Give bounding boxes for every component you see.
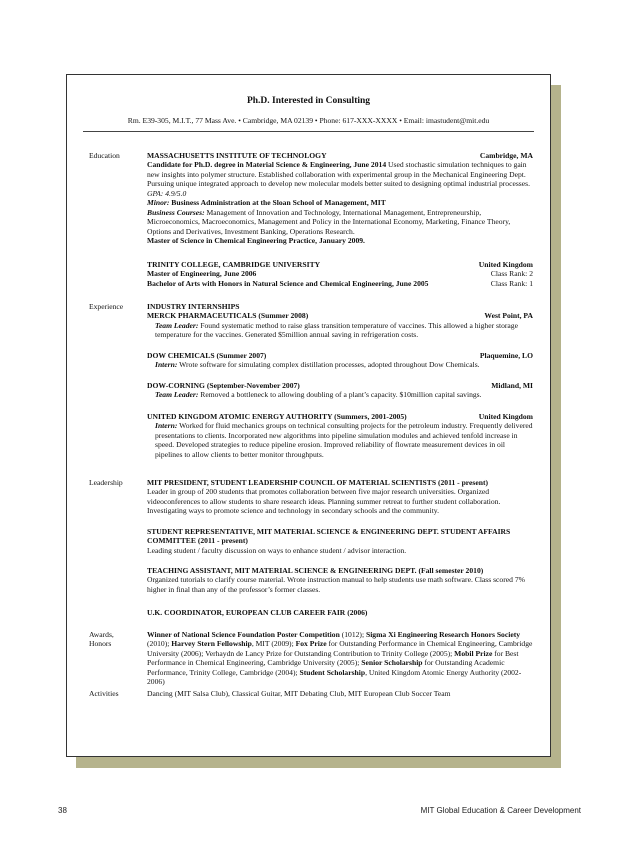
- mit-name: MASSACHUSETTS INSTITUTE OF TECHNOLOGY: [147, 151, 327, 160]
- page-number: 38: [58, 806, 67, 815]
- award-sigma-xi: Sigma Xi Engineering Research Honors Society: [365, 630, 521, 639]
- activities-block: [147, 689, 533, 698]
- merck-heading-row: [147, 311, 533, 320]
- section-label-leadership: Leadership: [89, 478, 123, 487]
- ukaea-description: Worked for fluid mechanics groups on technical consulting projects for the petroleum industry. Frequently delivered presentations to clients. Incorporated new algorithms into pipeline simulation modules and achieved tenfold increase in speed. Developed strategies to reduce pipeline erosion. Improved reliability of flowrate measurement devices in oil pipelines to allow clients to better monitor throughputs.: [155, 421, 533, 459]
- experience-ukaea: [147, 412, 533, 459]
- dc-role: Team Leader:: [155, 390, 199, 400]
- leadership-representative: [147, 527, 533, 555]
- dow-description: Wrote software for simulating complex distillation processes, adopted throughout Dow Chemicals.: [179, 360, 480, 370]
- council-title: MIT PRESIDENT, STUDENT LEADERSHIP COUNCIL OF MATERIAL SCIENTISTS (2011 - present): [147, 478, 489, 487]
- award-senior-scholarship: Senior Scholarship: [361, 658, 423, 668]
- publication-name: MIT Global Education & Career Development: [420, 806, 581, 815]
- ba-row: [147, 279, 533, 288]
- experience-dow-corning: [147, 381, 533, 400]
- mit-heading-row: [147, 151, 533, 160]
- award-senior-scholarship-detail: for Outstanding Academic Performance, Trinity College, Cambridge (2004);: [147, 658, 505, 677]
- award-mobil-prize-detail: for Best Performance in Chemical Engineering, Cambridge University (2005);: [147, 648, 519, 668]
- council-description: Leader in group of 200 students that promotes collaboration between five major research universities. Organized videoconferences to allow students to share research ideas. Planning summer retreat to further student collaboration. Investigating ways to promote science and technology in secondary schools and the community.: [147, 487, 501, 516]
- leadership-council: [147, 478, 533, 516]
- ukaea-role: Intern:: [155, 421, 178, 431]
- award-fox-prize: Fox Prize: [295, 639, 327, 649]
- section-label-education: Education: [89, 151, 120, 160]
- dc-description: Removed a bottleneck to allowing doubling of a plant’s capacity. $10million capital savings.: [200, 390, 482, 400]
- award-mobil-prize: Mobil Prize: [454, 648, 493, 658]
- experience-dow: [147, 351, 533, 370]
- ms-practice: Master of Science in Chemical Engineering Practice, January 2009.: [147, 236, 365, 246]
- award-fox-prize-detail: for Outstanding Performance in Chemical Engineering, Cambridge University (2006); Verhaydn de Lancy Prize for Outstanding Contribution to Trinity College (2005);: [147, 639, 533, 658]
- leadership-ta: [147, 566, 533, 594]
- resume-card: [66, 74, 551, 757]
- section-label-activities: Activities: [89, 689, 119, 698]
- section-label-experience: Experience: [89, 302, 124, 311]
- ba-degree: Bachelor of Arts with Honors in Natural Science and Chemical Engineering, June 2005: [147, 278, 429, 288]
- coordinator-title: U.K. COORDINATOR, EUROPEAN CLUB CAREER FAIR (2006): [147, 608, 368, 617]
- ta-description: Organized tutorials to clarify course material. Wrote instruction manual to help students use math software. Class scored 7% higher in final than any of the professor’s former classes.: [147, 575, 525, 594]
- award-sigma-xi-year: (2010);: [147, 639, 172, 649]
- contact-line: Rm. E39-305, M.I.T., 77 Mass Ave. • Cambridge, MA 02139 • Phone: 617-XXX-XXXX • Email: imastudent@mit.edu: [127, 116, 490, 125]
- gpa: GPA: 4.9/5.0: [147, 188, 187, 198]
- ba-rank: Class Rank: 1: [490, 278, 533, 288]
- award-harvey-stern: Harvey Stern Fellowship: [171, 639, 252, 649]
- phd-entry: [147, 160, 533, 198]
- awards-label-line1: Awards,: [89, 630, 114, 639]
- dc-name: DOW-CORNING (September-November 2007): [147, 381, 300, 390]
- awards-label-line2: Honors: [89, 639, 112, 649]
- merck-role: Team Leader:: [155, 320, 199, 330]
- courses-entry: [147, 208, 533, 236]
- activities-text: Dancing (MIT Salsa Club), Classical Guitar, MIT Debating Club, MIT European Club Soccer Team: [147, 689, 451, 698]
- education-trinity: [147, 260, 533, 288]
- award-nsf: Winner of National Science Foundation Poster Competition: [147, 630, 340, 639]
- merck-entry: [147, 321, 533, 340]
- dow-heading-row: [147, 351, 533, 360]
- dc-heading-row: [147, 381, 533, 390]
- dow-role: Intern:: [155, 360, 178, 370]
- award-student-scholarship-detail: , United Kingdom Atomic Energy Authority (2002-2006): [147, 667, 522, 687]
- trinity-heading-row: [147, 260, 533, 269]
- ukaea-location: United Kingdom: [478, 412, 533, 421]
- meng-rank: Class Rank: 2: [490, 269, 533, 279]
- experience-block: [147, 302, 533, 340]
- education-mit: [147, 151, 533, 246]
- awards-block: [147, 630, 533, 687]
- dow-name: DOW CHEMICALS (Summer 2007): [147, 351, 267, 360]
- phd-degree: Candidate for Ph.D. degree in Material Science & Engineering, June 2014: [147, 160, 387, 170]
- dc-location: Midland, MI: [491, 381, 533, 390]
- ukaea-name: UNITED KINGDOM ATOMIC ENERGY AUTHORITY (Summers, 2001-2005): [147, 412, 407, 421]
- header-divider: [83, 131, 534, 132]
- trinity-name: TRINITY COLLEGE, CAMBRIDGE UNIVERSITY: [147, 260, 321, 269]
- dow-entry: [147, 360, 533, 369]
- award-nsf-year: (1012);: [339, 630, 366, 639]
- representative-title: STUDENT REPRESENTATIVE, MIT MATERIAL SCIENCE & ENGINEERING DEPT. STUDENT AFFAIRS COMMITTEE (2011 - present): [147, 527, 511, 546]
- minor-value: Business Administration at the Sloan School of Management, MIT: [171, 198, 386, 208]
- merck-name: MERCK PHARMACEUTICALS (Summer 2008): [147, 311, 309, 321]
- courses-label: Business Courses:: [147, 207, 205, 217]
- mit-location: Cambridge, MA: [479, 151, 533, 160]
- award-student-scholarship: Student Scholarship: [299, 667, 366, 677]
- internships-heading: INDUSTRY INTERNSHIPS: [147, 302, 240, 311]
- resume-title: Ph.D. Interested in Consulting: [246, 96, 371, 106]
- courses-value: Management of Innovation and Technology, International Management, Entrepreneurship, Microeconomics, Macroeconomics, Management and Policy in the International Economy, Marketing, Finance Theory, Options and Derivatives, Investment Banking, Operations Research.: [147, 207, 511, 236]
- meng-row: [147, 269, 533, 278]
- dow-location: Plaquemine, LO: [479, 351, 533, 360]
- section-label-awards: [89, 630, 114, 649]
- ukaea-heading-row: [147, 412, 533, 421]
- representative-description: Leading student / faculty discussion on ways to enhance student / advisor interaction.: [147, 545, 407, 555]
- phd-description: Used stochastic simulation techniques to gain new insights into polymer structure. Established collaboration with experimental group in the Mechanical Engineering Dept. Pursuing unique integrated approach to develop new molecular models better suited to designing optimal industrial processes.: [147, 160, 530, 189]
- meng-degree: Master of Engineering, June 2006: [147, 269, 257, 279]
- awards-text: [147, 630, 533, 687]
- leadership-coordinator: [147, 608, 533, 617]
- ta-title: TEACHING ASSISTANT, MIT MATERIAL SCIENCE & ENGINEERING DEPT. (Fall semester 2010): [147, 566, 484, 575]
- minor-entry: [147, 198, 533, 207]
- award-harvey-stern-year: , MIT (2009);: [251, 639, 296, 649]
- minor-label: Minor:: [147, 198, 170, 208]
- ukaea-entry: [147, 421, 533, 459]
- merck-description: Found systematic method to raise glass transition temperature of vaccines. This allowed a higher storage temperature for the vaccines. Generated $5million annual saving in refrigeration costs.: [155, 320, 518, 340]
- merck-location: West Point, PA: [484, 311, 533, 321]
- dc-entry: [147, 390, 533, 399]
- trinity-location: United Kingdom: [478, 260, 533, 269]
